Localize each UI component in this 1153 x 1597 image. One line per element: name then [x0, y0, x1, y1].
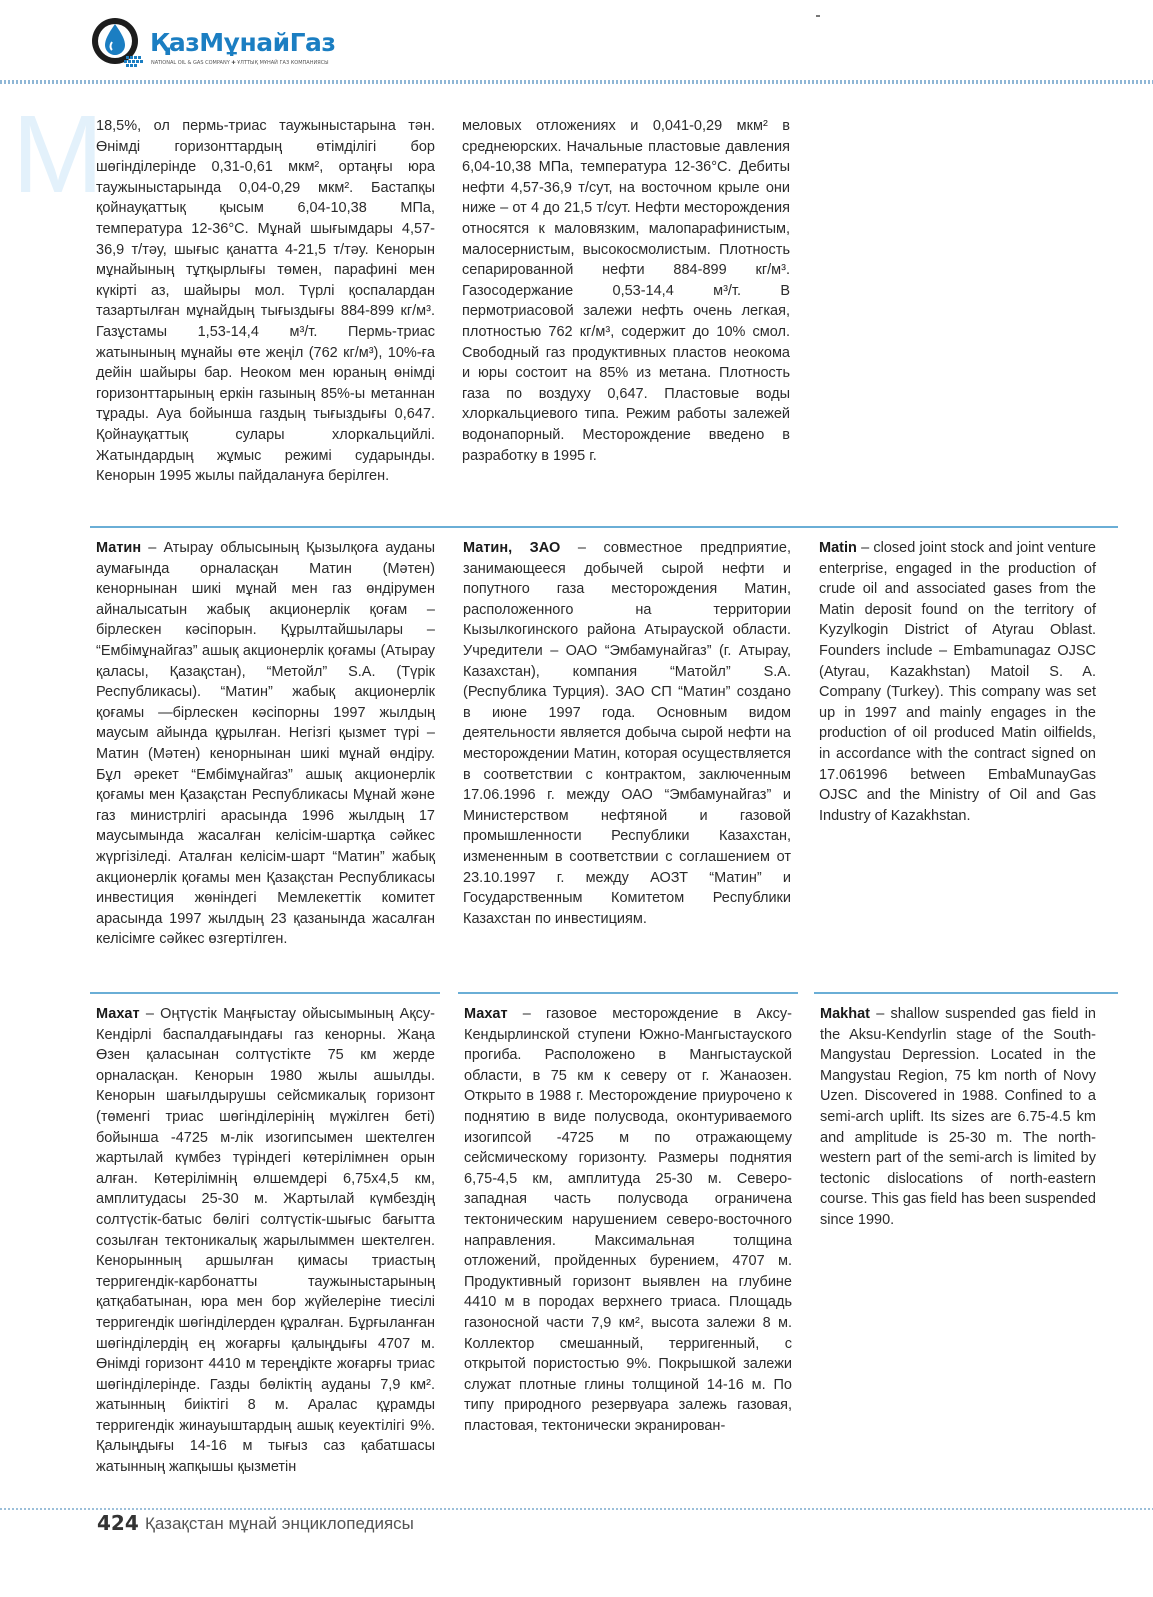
makhat-english-term: Makhat [820, 1006, 870, 1022]
decorative-initial: М [12, 93, 104, 216]
page-number: 424 [97, 1511, 139, 1535]
matin-kazakh-term: Матин [96, 540, 142, 556]
makhat-kazakh-text: – Оңтүстік Маңғыстау ойысымының Ақсу-Кендірлі баспалдағындағы газ кенорны. Жаңа Өзен қаласынан солтүстікте 75 км жерде орналасқан. Кенорын 1980 жылы ашылды. Кенорын шағылдырушы сейсмикалық горизонт (төменгі триас шөгінділерінің мүжілген беті) бойынша -4725 м-лік изогипсымен шектелген жартылай күмбез түріндегі көтерілімнен орын алған. Көтерілімнің өлшемдері 6,75х4,5 км, амплитудасы 25-30 м. Жартылай күмбездің солтүстік-батыс бөлігі солтүстік-шығыс бағытта созылған тектоникалық жарылыммен шектелген. Кенорынның аршылған қимасы триастың терригендік-карбонатты таужыныстарының қатқабатынан, юра мен бор жүйелеріне тиесілі терригендік шөгінділерден құралған. Бұрғыланған шөгінділердің ең жоғарғы қалыңдығы 4707 м. Өнімді горизонт 4410 м тереңдікте жоғарғы триас шөгінділерінде. Газды бөліктің ауданы 7,9 км². жатынның биіктігі 8 м. Аралас құрамды терригендік жинауыштардың ашық кеуектілігі 9%. Қалыңдығы 14-16 м тығыз саз қабатшасы жатынның жапқышы қызметін [96, 1006, 435, 1476]
section-divider [814, 992, 1118, 994]
logo-subtitle: NATIONAL OIL & GAS COMPANY ✚ ҰЛТТЫҚ МҰНАЙ ГАЗ КОМПАНИЯСЫ [151, 60, 329, 66]
matin-russian-term: Матин, ЗАО [463, 540, 561, 556]
makhat-english-entry [820, 1004, 1096, 1231]
section-divider [458, 992, 798, 994]
matin-kazakh-text: – Атырау облысының Қызылқоға ауданы аумағында орналасқан Матин (Мәтен) кенорнынан шикі мұнай мен газ өндірумен айналысатын жабық акционерлік қоғам – бірлескен кәсіпорын. Құрылтайшылары – “Ембімұнайгаз” ашық акционерлік қоғамы (Атырау қаласы, Қазақстан), “Метойл” S.A. (Түрік Республикасы). “Матин” жабық акционерлік қоғамы —бірлескен кәсіпорны 1997 жылдың маусым айында құрылған. Негізгі қызмет түрі – Матин (Мәтен) кенорнынан шикі мұнай өндіру. Бұл әрекет “Ембімұнайгаз” ашық акционерлік қоғамы мен Қазақстан Республикасы Мұнай және газ министрлігі арасында 1996 жылдың 17 маусымында жасалған келісім-шартқа сәйкес жүргізіледі. Аталған келісім-шарт “Матин” жабық акционерлік қоғамы мен Қазақстан Республикасы инвестиция жөніндегі Мемлекеттік комитет арасында 1997 жылдың 23 қазанында жасалған келісімге сәйкес өзгертілген. [96, 540, 435, 948]
matin-russian-column [463, 538, 791, 929]
makhat-kazakh-entry [96, 1004, 435, 1478]
matin-english-text: – closed joint stock and joint venture enterprise, engaged in the production of crude oil and associated gases from the Matin deposit found on the territory of Kyzylkogin District of Atyrau Oblast. Founders include – Embamunagaz OJSC (Atyrau, Kazakhstan) Matoil S. A. Company (Turkey). This company was set up in 1997 and mainly engages in the production of oil produced Matin oilfields, in accordance with the contract signed on 17.061996 between EmbaMunayGas OJSC and the Ministry of Oil and Gas Industry of Kazakhstan. [819, 540, 1096, 824]
makhat-kazakh-column [96, 1004, 435, 1478]
matin-russian-text: – совместное предприятие, занимающееся добычей сырой нефти и попутного газа месторождения Матин, расположенного на территории Кызылкогинского района Атырауской области. Учредители – ОАО “Эмбамунайгаз” (г. Атырау, Казахстан), компания “Матойл” S.A. (Республика Турция). ЗАО СП “Матин” создано в июне 1997 года. Основным видом деятельности является добыча сырой нефти на месторождении Матин, которая осуществляется в соответствии с контрактом, заключенным 17.06.1996 г. между ОАО “Эмбамунайгаз” и Министерством нефтяной и газовой промышленности Республики Казахстан, измененным в соответствии с соглашением от 23.10.1997 г. между АОЗТ “Матин” и Государственным Комитетом Республики Казахстан по инвестициям. [463, 540, 791, 927]
makhat-english-column [820, 1004, 1096, 1231]
top-russian-column [462, 116, 790, 466]
makhat-russian-entry [464, 1004, 792, 1436]
matin-english-column [819, 538, 1096, 826]
section-divider [90, 526, 1118, 528]
makhat-russian-text: – газовое месторождение в Аксу-Кендырлинской ступени Южно-Мангыстауского прогиба. Расположено в Мангыстауской области, в 75 км к северу от г. Жанаозен. Открыто в 1988 г. Месторождение приурочено к поднятию в виде полусвода, оконтуриваемого изогипсой -4725 м по отражающему сейсмическому горизонту. Размеры поднятия 6,75-4,5 км, амплитуда 25-30 м. Северо-западная часть полусвода ограничена тектоническим нарушением северо-восточного направления. Максимальная толщина отложений, пройденных бурением, 4707 м. Продуктивный горизонт выявлен на глубине 4410 м в породах верхнего триаса. Площадь газоносной части 7,9 км², высота залежи 8 м. Коллектор смешанный, терригенный, с открытой пористостью 9%. Покрышкой залежи служат плотные глины толщиной 14-16 м. По типу природного резервуара залежь газовая, пластовая, тектонически экранирован- [464, 1006, 792, 1434]
logo-wordmark: ҚазМұнайГаз [150, 28, 336, 57]
makhat-russian-term: Махат [464, 1006, 508, 1022]
kazmunaygas-logo-icon [88, 12, 144, 68]
footer-title: Қазақстан мұнай энциклопедиясы [145, 1514, 414, 1533]
matin-kazakh-column [96, 538, 435, 950]
top-kazakh-text: 18,5%, ол пермь-триас таужыныстарына тән. Өнімді горизонттардың өтімділігі бор шөгінділерінде 0,31-0,61 мкм², ортаңғы юра таужыныстарында 0,04-0,29 мкм². Бастапқы қойнауқаттық қысым 6,04-10,38 МПа, температура 12-36°С. Мұнай шығымдары 4,57-36,9 т/тәу, шығыс қанатта 4-21,5 т/тәу. Кенорын мұнайының тұтқырлығы төмен, парафині мен күкірті аз, шайыры мол. Түрлі қоспалардан тазартылған мұнайдың тығыздығы 884-899 кг/м³. Газұстамы 1,53-14,4 м³/т. Пермь-триас жатынының мұнайы өте жеңіл (762 кг/м³), 10%-ға дейін шайыры бар. Неоком мен юраның өнімді горизонттарының еркін газының 85%-ы метаннан тұрады. Ауа бойынша газдың тығыздығы 0,647. Қойнауқаттық сулары хлоркальцийлі. Жатындардың жұмыс режимі сударынды. Кенорын 1995 жылы пайдалануға берілген. [96, 118, 435, 485]
section-divider [90, 992, 440, 994]
matin-russian-entry [463, 538, 791, 929]
header-dotted-rule [0, 80, 1153, 84]
header-mark [816, 15, 820, 17]
matin-english-entry [819, 538, 1096, 826]
footer-dotted-rule [0, 1508, 1153, 1510]
top-kazakh-column [96, 116, 435, 487]
top-russian-text: меловых отложениях и 0,041-0,29 мкм² в среднеюрских. Начальные пластовые давления 6,04-10,38 МПа, температура 12-36°С. Дебиты нефти 4,57-36,9 т/сут, на восточном крыле они ниже – от 4 до 21,5 т/сут. Нефти месторождения относятся к маловязким, малопарафинистым, малосернистым, высокосмолистым. Плотность сепарированной нефти 884-899 кг/м³. Газосодержание 0,53-14,4 м³/т. В пермотриасовой залежи нефть очень легкая, плотностью 762 кг/м³, содержит до 10% смол. Свободный газ продуктивных пластов неокома и юры состоит на 85% из метана. Плотность газа по воздуху 0,647. Пластовые воды хлоркальциевого типа. Режим работы залежей водонапорный. Месторождение введено в разработку в 1995 г. [462, 118, 790, 464]
makhat-russian-column [464, 1004, 792, 1436]
makhat-english-text: – shallow suspended gas field in the Aksu-Kendyrlin stage of the South-Mangystau Depression. Located in the Mangystau Region, 75 km north of Novy Uzen. Discovered in 1988. Confined to a semi-arch uplift. Its sizes are 6.75-4.5 km and amplitude is 25-30 m. The north-western part of the semi-arch is limited by tectonic dislocations of north-eastern course. This gas field has been suspended since 1990. [820, 1006, 1096, 1228]
page-header [0, 0, 1153, 90]
matin-english-term: Matin [819, 540, 857, 556]
matin-kazakh-entry [96, 538, 435, 950]
makhat-kazakh-term: Махат [96, 1006, 140, 1022]
